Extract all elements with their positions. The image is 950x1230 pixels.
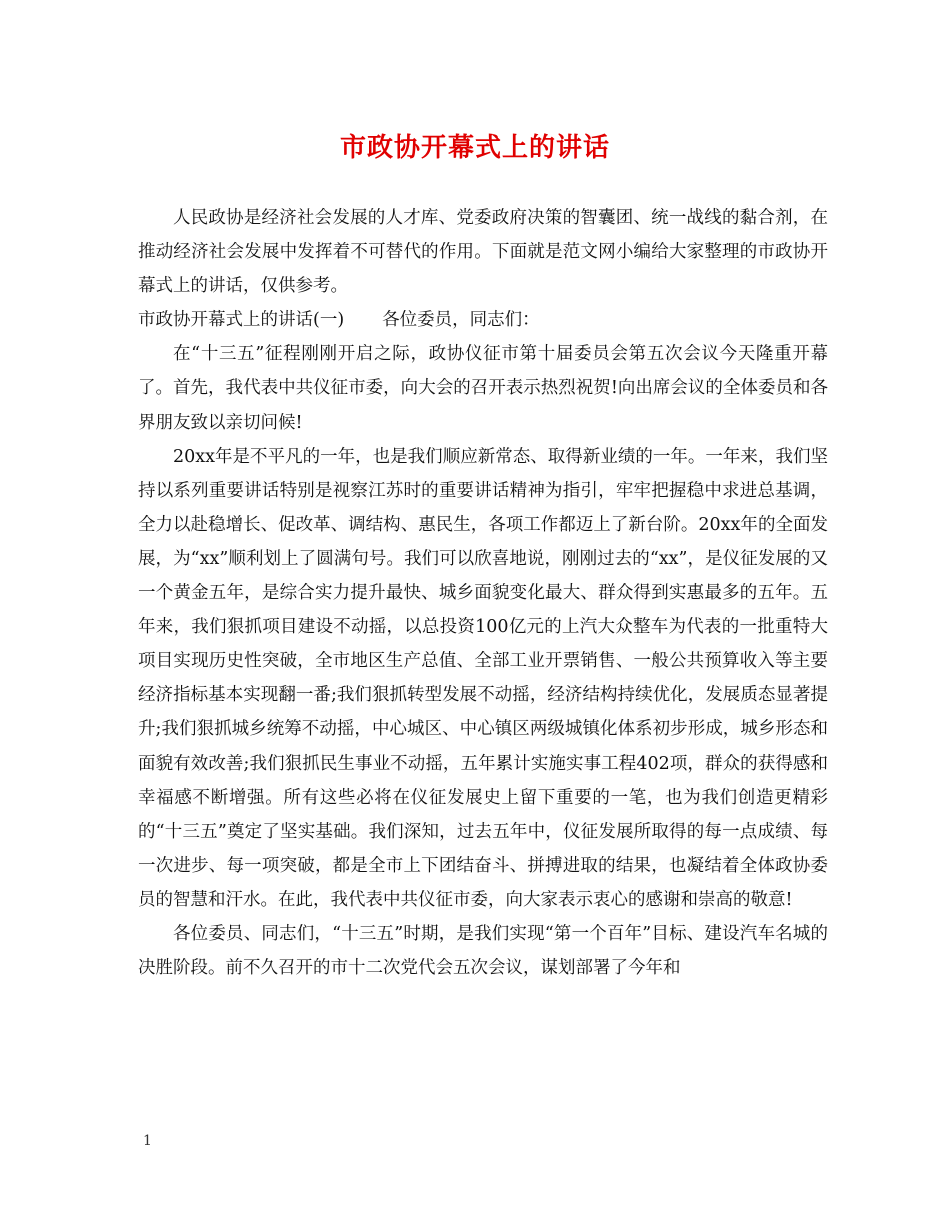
speech-heading: 市政协开幕式上的讲话(一) (138, 310, 345, 331)
body-paragraph-review: 20xx年是不平凡的一年，也是我们顺应新常态、取得新业绩的一年。一年来，我们坚持以系列重要讲话特别是视察江苏时的重要讲话精神为指引，牢牢把握稳中求进总基调，全力以赴稳增长、促改革、调结构、惠民生，各项工作都迈上了新台阶。20xx年的全面发展，为“xx”顺利划上了圆满句号。我们可以欣喜地说，刚刚过去的“xx”，是仪征发展的又一个黄金五年，是综合实力提升最快、城乡面貌变化最大、群众得到实惠最多的五年。五年来，我们狠抓项目建设不动摇，以总投资100亿元的上汽大众整车为代表的一批重特大项目实现历史性突破，全市地区生产总值、全部工业开票销售、一般公共预算收入等主要经济指标基本实现翻一番;我们狠抓转型发展不动摇，经济结构持续优化，发展质态显著提升;我们狠抓城乡统筹不动摇，中心城区、中心镇区两级城镇化体系初步形成，城乡形态和面貌有效改善;我们狠抓民生事业不动摇，五年累计实施实事工程402项，群众的获得感和幸福感不断增强。所有这些必将在仪征发展史上留下重要的一笔，也为我们创造更精彩的“十三五”奠定了坚实基础。我们深知，过去五年中，仪征发展所取得的每一点成绩、每一次进步、每一项突破，都是全市上下团结奋斗、拼搏进取的结果，也凝结着全体政协委员的智慧和汗水。在此，我代表中共仪征市委，向大家表示衷心的感谢和崇高的敬意! (138, 446, 828, 910)
document-title: 市政协开幕式上的讲话 (339, 133, 610, 163)
intro-paragraph: 人民政协是经济社会发展的人才库、党委政府决策的智囊团、统一战线的黏合剂，在推动经济社会发展中发挥着不可替代的作用。下面就是范文网小编给大家整理的市政协开幕式上的讲话，仅供参考。 (138, 208, 828, 297)
page-number: 1 (143, 1133, 152, 1149)
document-body (138, 201, 828, 985)
body-paragraph-opening: 在“十三五”征程刚刚开启之际，政协仪征市第十届委员会第五次会议今天隆重开幕了。首先，我代表中共仪征市委，向大会的召开表示热烈祝贺!向出席会议的全体委员和各界朋友致以亲切问候! (138, 344, 828, 433)
section-subheading (138, 303, 828, 337)
body-paragraph-outlook: 各位委员、同志们，“十三五”时期，是我们实现“第一个百年”目标、建设汽车名城的决胜阶段。前不久召开的市十二次党代会五次会议，谋划部署了今年和 (138, 923, 828, 979)
salutation: 各位委员，同志们： (382, 310, 540, 331)
